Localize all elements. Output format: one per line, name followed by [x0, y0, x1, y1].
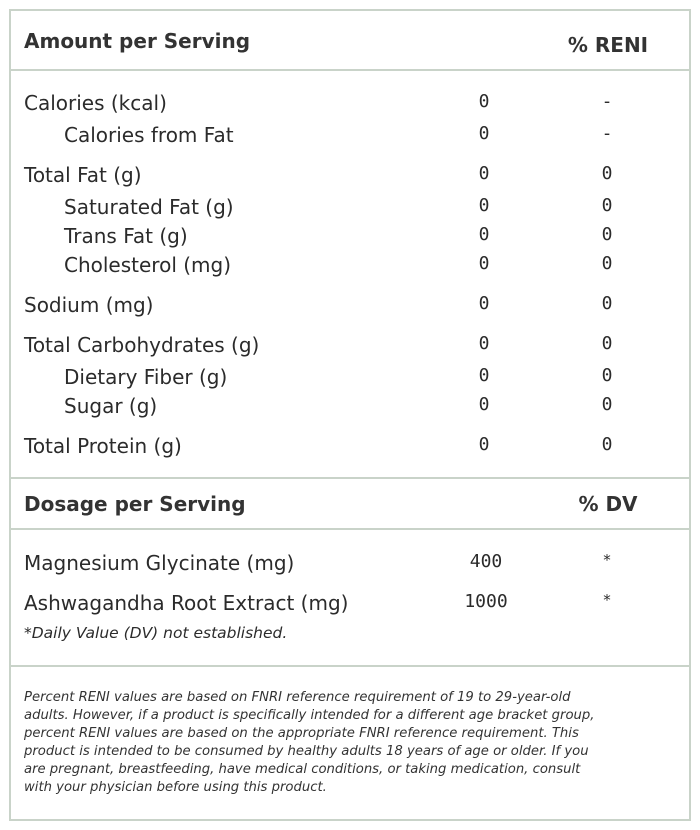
nutrient-label: Total Fat (g): [24, 163, 142, 187]
dosage-percent: *: [603, 551, 611, 569]
nutrient-percent: -: [601, 123, 613, 144]
nutrient-amount: 0: [478, 293, 490, 314]
footnote-line: percent RENI values are based on the appropriate FNRI reference requirement. This: [24, 726, 579, 741]
nutrient-label: Total Carbohydrates (g): [24, 333, 260, 357]
nutrient-percent: 0: [601, 365, 613, 386]
nutrient-row-total-fat: [11, 163, 689, 191]
divider: [11, 528, 689, 530]
dosage-header-label: Dosage per Serving: [24, 492, 246, 516]
nutrient-percent: 0: [601, 333, 613, 354]
nutrient-row-saturated-fat: [11, 195, 689, 223]
nutrient-amount: 0: [478, 195, 490, 216]
nutrient-amount: 0: [478, 253, 490, 274]
nutrient-row-cholesterol: [11, 253, 689, 281]
nutrient-amount: 0: [478, 365, 490, 386]
nutrient-percent: -: [601, 91, 613, 112]
amount-header-label: Amount per Serving: [24, 29, 251, 53]
nutrient-percent: 0: [601, 224, 613, 245]
nutrient-label: Calories (kcal): [24, 91, 167, 115]
nutrition-facts-panel: [9, 9, 691, 821]
nutrient-label: Dietary Fiber (g): [64, 365, 228, 389]
footnote-line: Percent RENI values are based on FNRI reference requirement of 19 to 29-year-old: [24, 690, 571, 705]
dosage-row-ashwagandha: [11, 591, 689, 619]
nutrient-label: Saturated Fat (g): [64, 195, 234, 219]
dosage-amount: 1000: [464, 591, 508, 612]
nutrient-amount: 0: [478, 91, 490, 112]
footnote-line: adults. However, if a product is specifically intended for a different age bracket group,: [24, 708, 595, 723]
nutrient-amount: 0: [478, 123, 490, 144]
nutrient-percent: 0: [601, 293, 613, 314]
divider: [11, 69, 689, 71]
dosage-row-magnesium: [11, 551, 689, 579]
dosage-amount: 400: [469, 551, 503, 572]
nutrient-amount: 0: [478, 333, 490, 354]
nutrient-percent: 0: [601, 163, 613, 184]
nutrient-row-total-carbohydrates: [11, 333, 689, 361]
nutrient-row-sugar: [11, 394, 689, 422]
nutrient-row-total-protein: [11, 434, 689, 462]
divider: [11, 665, 689, 667]
nutrient-amount: 0: [478, 434, 490, 455]
dosage-header: [11, 479, 689, 539]
nutrient-amount: 0: [478, 394, 490, 415]
nutrient-row-trans-fat: [11, 224, 689, 252]
nutrient-percent: 0: [601, 434, 613, 455]
footnote-line: are pregnant, breastfeeding, have medical conditions, or taking medication, consult: [24, 762, 581, 777]
dosage-label: Ashwagandha Root Extract (mg): [24, 591, 349, 615]
nutrient-row-sodium: [11, 293, 689, 321]
dv-note: *Daily Value (DV) not established.: [24, 624, 288, 642]
nutrient-percent: 0: [601, 394, 613, 415]
dosage-label: Magnesium Glycinate (mg): [24, 551, 295, 575]
nutrient-label: Total Protein (g): [24, 434, 182, 458]
nutrient-label: Cholesterol (mg): [64, 253, 232, 277]
nutrient-label: Sodium (mg): [24, 293, 154, 317]
nutrient-label: Calories from Fat: [64, 123, 234, 147]
nutrient-label: Trans Fat (g): [64, 224, 188, 248]
nutrient-row-dietary-fiber: [11, 365, 689, 393]
nutrient-percent: 0: [601, 195, 613, 216]
nutrient-row-calories-from-fat: [11, 123, 689, 151]
nutrient-percent: 0: [601, 253, 613, 274]
nutrient-label: Sugar (g): [64, 394, 158, 418]
nutrient-row-calories: [11, 91, 689, 119]
footnote: [24, 689, 674, 797]
dosage-percent: *: [603, 591, 611, 609]
amount-header: [11, 11, 689, 71]
nutrient-amount: 0: [478, 163, 490, 184]
footnote-line: with your physician before using this product.: [24, 780, 327, 795]
reni-column-header: % RENI: [567, 33, 649, 57]
nutrient-amount: 0: [478, 224, 490, 245]
dv-column-header: % DV: [578, 492, 638, 516]
footnote-line: product is intended to be consumed by healthy adults 18 years of age or older. If you: [24, 744, 589, 759]
